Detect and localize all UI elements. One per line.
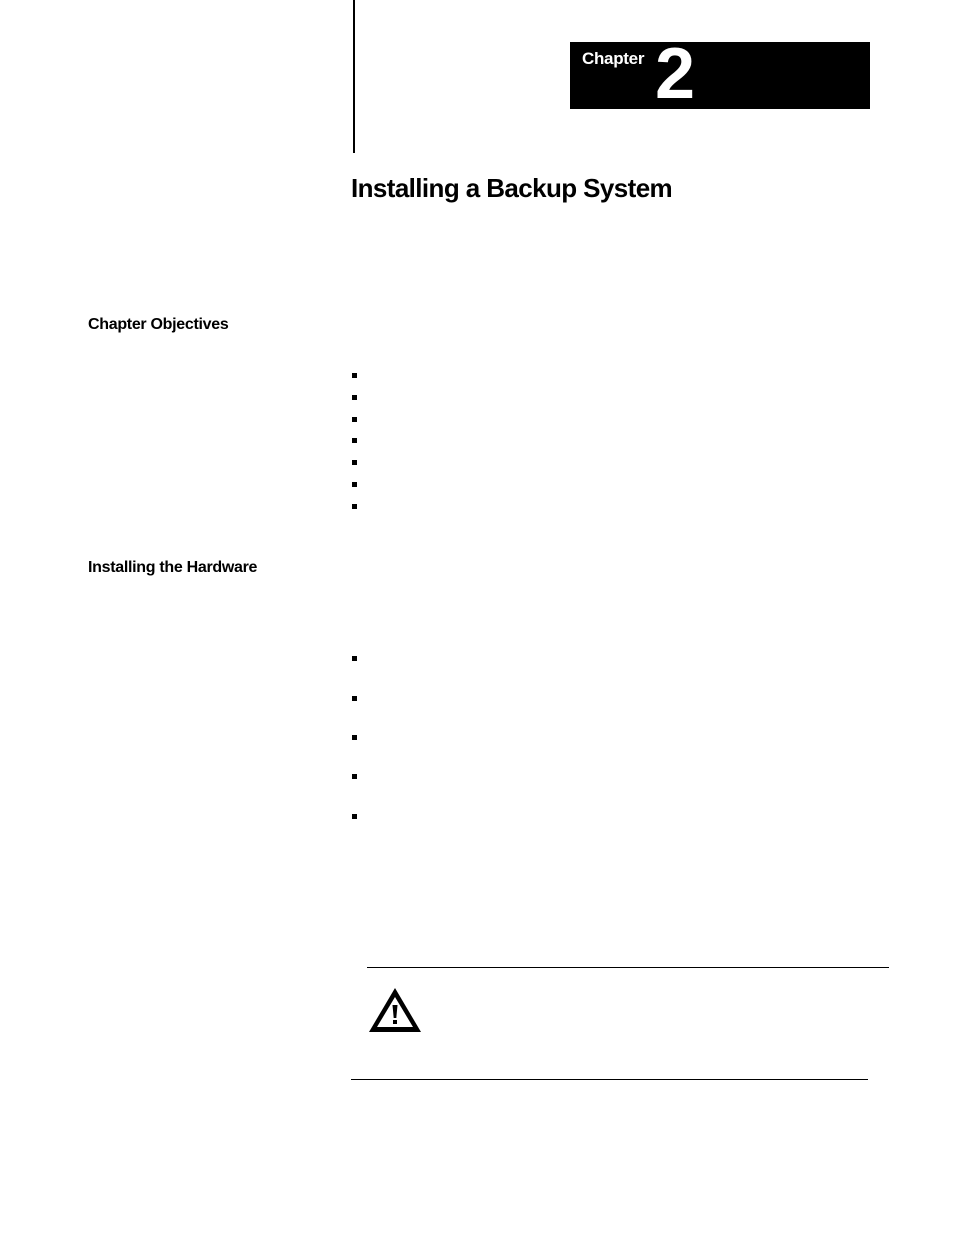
hardware-bullet bbox=[352, 656, 357, 661]
hardware-bullet bbox=[352, 696, 357, 701]
section-heading-installing-hardware: Installing the Hardware bbox=[88, 559, 258, 576]
objective-bullet bbox=[352, 417, 357, 422]
objective-bullet bbox=[352, 504, 357, 509]
section-heading-chapter-objectives: Chapter Objectives bbox=[88, 316, 229, 333]
page-title: Installing a Backup System bbox=[351, 173, 673, 203]
objective-bullet bbox=[352, 482, 357, 487]
hardware-bullet bbox=[352, 735, 357, 740]
margin-vertical-rule bbox=[353, 0, 355, 153]
warning-top-rule bbox=[367, 967, 889, 968]
warning-triangle-icon bbox=[367, 985, 423, 1035]
chapter-tab bbox=[570, 34, 870, 114]
objective-bullet bbox=[352, 395, 357, 400]
chapter-label: Chapter bbox=[582, 49, 645, 68]
objective-bullet bbox=[352, 460, 357, 465]
chapter-number: 2 bbox=[655, 34, 694, 114]
objective-bullet bbox=[352, 373, 357, 378]
warning-bottom-rule bbox=[351, 1079, 868, 1080]
objective-bullet bbox=[352, 438, 357, 443]
hardware-bullet bbox=[352, 774, 357, 779]
hardware-bullet bbox=[352, 814, 357, 819]
